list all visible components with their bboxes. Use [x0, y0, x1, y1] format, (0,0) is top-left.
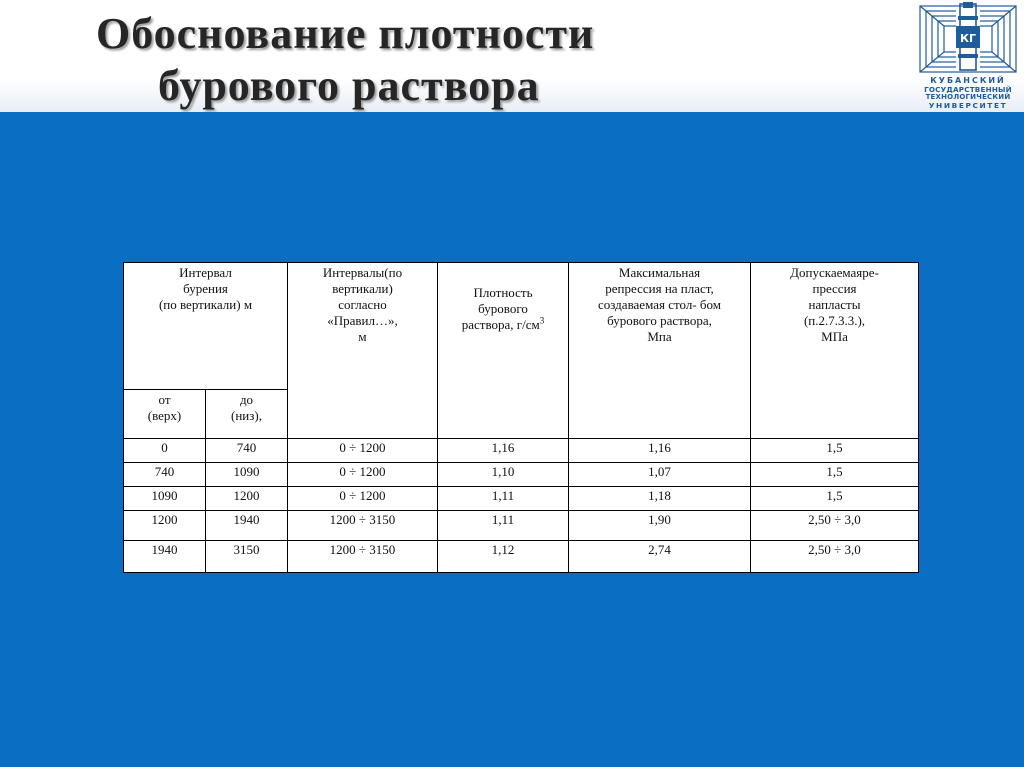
density-table	[123, 262, 919, 573]
cell-repression: 2,74	[569, 541, 751, 573]
slide-header	[0, 0, 1024, 112]
header-to: до (низ),	[206, 390, 288, 439]
svg-text:КГ: КГ	[959, 32, 977, 45]
cell-repression: 1,07	[569, 463, 751, 487]
cell-allowed: 2,50 ÷ 3,0	[751, 541, 919, 573]
slide-title-line1: Обоснование плотности	[96, 9, 595, 58]
cell-to: 740	[206, 439, 288, 463]
cell-from: 740	[124, 463, 206, 487]
logo-text-line2: ГОСУДАРСТВЕННЫЙ	[924, 85, 1012, 94]
logo-text-line1: КУБАНСКИЙ	[930, 76, 1006, 85]
header-interval: Интервал бурения (по вертикали) м	[124, 263, 288, 390]
header-from: от (верх)	[124, 390, 206, 439]
cell-density: 1,11	[438, 511, 569, 541]
cell-to: 3150	[206, 541, 288, 573]
density-table-container	[123, 262, 918, 573]
cell-vertical: 1200 ÷ 3150	[288, 541, 438, 573]
header-vertical-intervals: Интервалы(по вертикали) согласно «Правил…», м	[288, 263, 438, 439]
cell-to: 1090	[206, 463, 288, 487]
cell-vertical: 0 ÷ 1200	[288, 439, 438, 463]
cell-allowed: 1,5	[751, 439, 919, 463]
logo-text-line3: ТЕХНОЛОГИЧЕСКИЙ	[925, 93, 1011, 101]
cell-to: 1940	[206, 511, 288, 541]
cell-from: 1940	[124, 541, 206, 573]
cell-from: 1090	[124, 487, 206, 511]
cell-repression: 1,16	[569, 439, 751, 463]
table-row	[124, 463, 919, 487]
cell-allowed: 1,5	[751, 463, 919, 487]
cell-from: 0	[124, 439, 206, 463]
cell-density: 1,11	[438, 487, 569, 511]
cell-allowed: 2,50 ÷ 3,0	[751, 511, 919, 541]
cell-density: 1,12	[438, 541, 569, 573]
table-row	[124, 541, 919, 573]
cell-allowed: 1,5	[751, 487, 919, 511]
cell-vertical: 0 ÷ 1200	[288, 463, 438, 487]
table-row	[124, 511, 919, 541]
cell-repression: 1,90	[569, 511, 751, 541]
logo-text-line4: УНИВЕРСИТЕТ	[928, 101, 1008, 110]
slide-title-line2: бурового раствора	[158, 61, 540, 110]
cell-density: 1,10	[438, 463, 569, 487]
slide-title	[96, 8, 594, 112]
header-density: Плотность бурового раствора, $г/см^3$	[438, 263, 569, 439]
header-allowed-repression: Допускаемаяре- прессия напласты (п.2.7.3.3.), МПа	[751, 263, 919, 439]
cell-from: 1200	[124, 511, 206, 541]
table-row	[124, 439, 919, 463]
header-max-repression: Максимальная репрессия на пласт, создаваемая стол- бом бурового раствора, Мпа	[569, 263, 751, 439]
cell-vertical: 0 ÷ 1200	[288, 487, 438, 511]
cell-repression: 1,18	[569, 487, 751, 511]
university-emblem-icon	[916, 2, 1020, 76]
cell-vertical: 1200 ÷ 3150	[288, 511, 438, 541]
table-row	[124, 487, 919, 511]
cell-density: 1,16	[438, 439, 569, 463]
university-logo	[916, 2, 1020, 110]
table-header-row	[124, 263, 919, 390]
cell-to: 1200	[206, 487, 288, 511]
